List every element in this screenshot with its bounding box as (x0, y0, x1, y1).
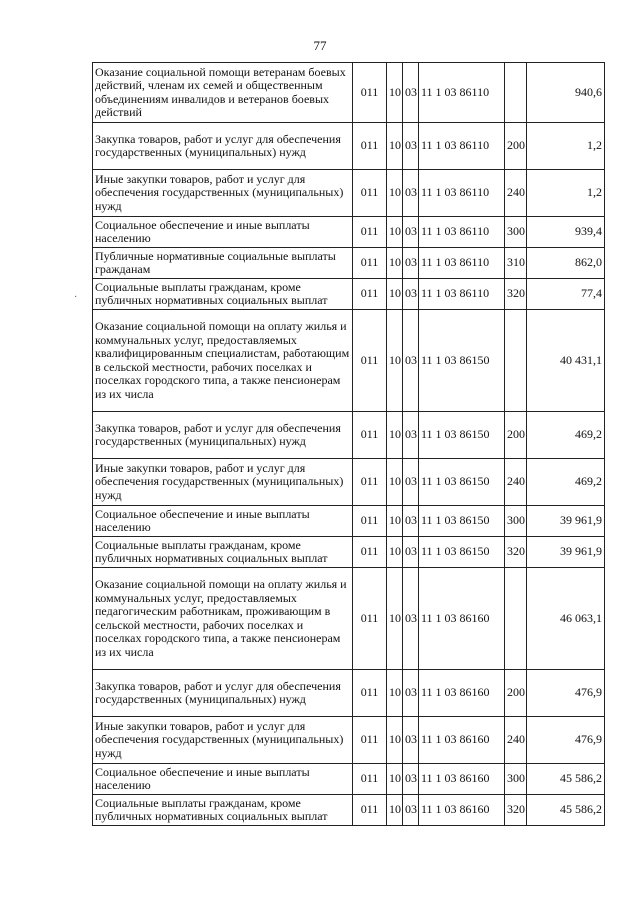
program-code: 11 1 03 86110 (419, 248, 505, 279)
table-row (93, 537, 605, 568)
table-row (93, 459, 605, 506)
amount: 45 586,2 (527, 764, 605, 795)
row-name: Закупка товаров, работ и услуг для обеспечения государственных (муниципальных) нужд (93, 670, 353, 717)
program-code: 11 1 03 86160 (419, 795, 505, 826)
subsection-code: 03 (403, 670, 419, 717)
subsection-code: 03 (403, 537, 419, 568)
program-code: 11 1 03 86160 (419, 717, 505, 764)
ministry-code: 011 (353, 248, 387, 279)
table-row (93, 279, 605, 310)
table-row (93, 795, 605, 826)
subsection-code: 03 (403, 412, 419, 459)
section-code: 10 (387, 217, 403, 248)
row-name: Оказание социальной помощи на оплату жилья и коммунальных услуг, предоставляемых педагогическим работникам, проживающим в сельской местности, рабочих поселках и поселках городского типа, а также пенсионерам из их числа (93, 568, 353, 670)
program-code: 11 1 03 86150 (419, 412, 505, 459)
row-name: Социальное обеспечение и иные выплаты населению (93, 506, 353, 537)
table-row (93, 568, 605, 670)
section-code: 10 (387, 506, 403, 537)
amount: 1,2 (527, 123, 605, 170)
ministry-code: 011 (353, 459, 387, 506)
budget-table-body (93, 63, 605, 826)
budget-table (92, 62, 605, 826)
row-name: Социальные выплаты гражданам, кроме публичных нормативных социальных выплат (93, 537, 353, 568)
table-row (93, 764, 605, 795)
table-row (93, 248, 605, 279)
row-name: Закупка товаров, работ и услуг для обеспечения государственных (муниципальных) нужд (93, 412, 353, 459)
subsection-code: 03 (403, 63, 419, 123)
ministry-code: 011 (353, 217, 387, 248)
subsection-code: 03 (403, 279, 419, 310)
page-number: 77 (313, 38, 327, 53)
section-code: 10 (387, 537, 403, 568)
section-code: 10 (387, 568, 403, 670)
program-code: 11 1 03 86150 (419, 506, 505, 537)
table-row (93, 670, 605, 717)
amount: 469,2 (527, 459, 605, 506)
section-code: 10 (387, 764, 403, 795)
subsection-code: 03 (403, 170, 419, 217)
amount: 39 961,9 (527, 506, 605, 537)
section-code: 10 (387, 670, 403, 717)
expense-type-code: 300 (505, 217, 527, 248)
expense-type-code: 300 (505, 764, 527, 795)
expense-type-code: 320 (505, 279, 527, 310)
expense-type-code: 240 (505, 717, 527, 764)
ministry-code: 011 (353, 537, 387, 568)
subsection-code: 03 (403, 248, 419, 279)
amount: 476,9 (527, 717, 605, 764)
program-code: 11 1 03 86110 (419, 123, 505, 170)
expense-type-code: 300 (505, 506, 527, 537)
program-code: 11 1 03 86110 (419, 170, 505, 217)
ministry-code: 011 (353, 123, 387, 170)
subsection-code: 03 (403, 506, 419, 537)
section-code: 10 (387, 248, 403, 279)
program-code: 11 1 03 86160 (419, 568, 505, 670)
row-name: Иные закупки товаров, работ и услуг для обеспечения государственных (муниципальных) нужд (93, 717, 353, 764)
section-code: 10 (387, 310, 403, 412)
ministry-code: 011 (353, 717, 387, 764)
amount: 1,2 (527, 170, 605, 217)
amount: 862,0 (527, 248, 605, 279)
ministry-code: 011 (353, 412, 387, 459)
program-code: 11 1 03 86110 (419, 217, 505, 248)
subsection-code: 03 (403, 459, 419, 506)
subsection-code: 03 (403, 764, 419, 795)
amount: 939,4 (527, 217, 605, 248)
section-code: 10 (387, 63, 403, 123)
expense-type-code: 320 (505, 795, 527, 826)
subsection-code: 03 (403, 568, 419, 670)
ministry-code: 011 (353, 795, 387, 826)
row-name: Иные закупки товаров, работ и услуг для обеспечения государственных (муниципальных) нужд (93, 459, 353, 506)
expense-type-code: 200 (505, 412, 527, 459)
row-name: Закупка товаров, работ и услуг для обеспечения государственных (муниципальных) нужд (93, 123, 353, 170)
section-code: 10 (387, 170, 403, 217)
ministry-code: 011 (353, 568, 387, 670)
program-code: 11 1 03 86160 (419, 670, 505, 717)
row-name: Социальное обеспечение и иные выплаты населению (93, 217, 353, 248)
row-name: Иные закупки товаров, работ и услуг для обеспечения государственных (муниципальных) нужд (93, 170, 353, 217)
row-name: Публичные нормативные социальные выплаты гражданам (93, 248, 353, 279)
table-row (93, 63, 605, 123)
subsection-code: 03 (403, 217, 419, 248)
program-code: 11 1 03 86150 (419, 310, 505, 412)
section-code: 10 (387, 795, 403, 826)
program-code: 11 1 03 86160 (419, 764, 505, 795)
section-code: 10 (387, 123, 403, 170)
amount: 476,9 (527, 670, 605, 717)
expense-type-code (505, 568, 527, 670)
expense-type-code: 310 (505, 248, 527, 279)
subsection-code: 03 (403, 717, 419, 764)
ministry-code: 011 (353, 170, 387, 217)
expense-type-code: 320 (505, 537, 527, 568)
subsection-code: 03 (403, 310, 419, 412)
amount: 45 586,2 (527, 795, 605, 826)
amount: 469,2 (527, 412, 605, 459)
scan-dot: · (74, 292, 78, 303)
table-row (93, 217, 605, 248)
row-name: Оказание социальной помощи на оплату жилья и коммунальных услуг, предоставляемых квалифицированным специалистам, работающим в сельской местности, рабочих поселках и поселках городского типа, а также пенсионерам из их числа (93, 310, 353, 412)
row-name: Социальное обеспечение и иные выплаты населению (93, 764, 353, 795)
amount: 40 431,1 (527, 310, 605, 412)
section-code: 10 (387, 279, 403, 310)
program-code: 11 1 03 86110 (419, 279, 505, 310)
ministry-code: 011 (353, 670, 387, 717)
subsection-code: 03 (403, 795, 419, 826)
row-name: Оказание социальной помощи ветеранам боевых действий, членам их семей и общественным объединениям инвалидов и ветеранов боевых действий (93, 63, 353, 123)
table-row (93, 717, 605, 764)
subsection-code: 03 (403, 123, 419, 170)
amount: 940,6 (527, 63, 605, 123)
ministry-code: 011 (353, 63, 387, 123)
program-code: 11 1 03 86150 (419, 459, 505, 506)
expense-type-code (505, 63, 527, 123)
table-row (93, 412, 605, 459)
ministry-code: 011 (353, 764, 387, 795)
expense-type-code: 240 (505, 170, 527, 217)
expense-type-code: 240 (505, 459, 527, 506)
section-code: 10 (387, 717, 403, 764)
table-row (93, 506, 605, 537)
table-row (93, 123, 605, 170)
table-row (93, 310, 605, 412)
ministry-code: 011 (353, 506, 387, 537)
table-row (93, 170, 605, 217)
expense-type-code (505, 310, 527, 412)
program-code: 11 1 03 86110 (419, 63, 505, 123)
expense-type-code: 200 (505, 123, 527, 170)
row-name: Социальные выплаты гражданам, кроме публичных нормативных социальных выплат (93, 279, 353, 310)
section-code: 10 (387, 459, 403, 506)
section-code: 10 (387, 412, 403, 459)
amount: 77,4 (527, 279, 605, 310)
expense-type-code: 200 (505, 670, 527, 717)
program-code: 11 1 03 86150 (419, 537, 505, 568)
ministry-code: 011 (353, 279, 387, 310)
row-name: Социальные выплаты гражданам, кроме публичных нормативных социальных выплат (93, 795, 353, 826)
ministry-code: 011 (353, 310, 387, 412)
amount: 39 961,9 (527, 537, 605, 568)
amount: 46 063,1 (527, 568, 605, 670)
